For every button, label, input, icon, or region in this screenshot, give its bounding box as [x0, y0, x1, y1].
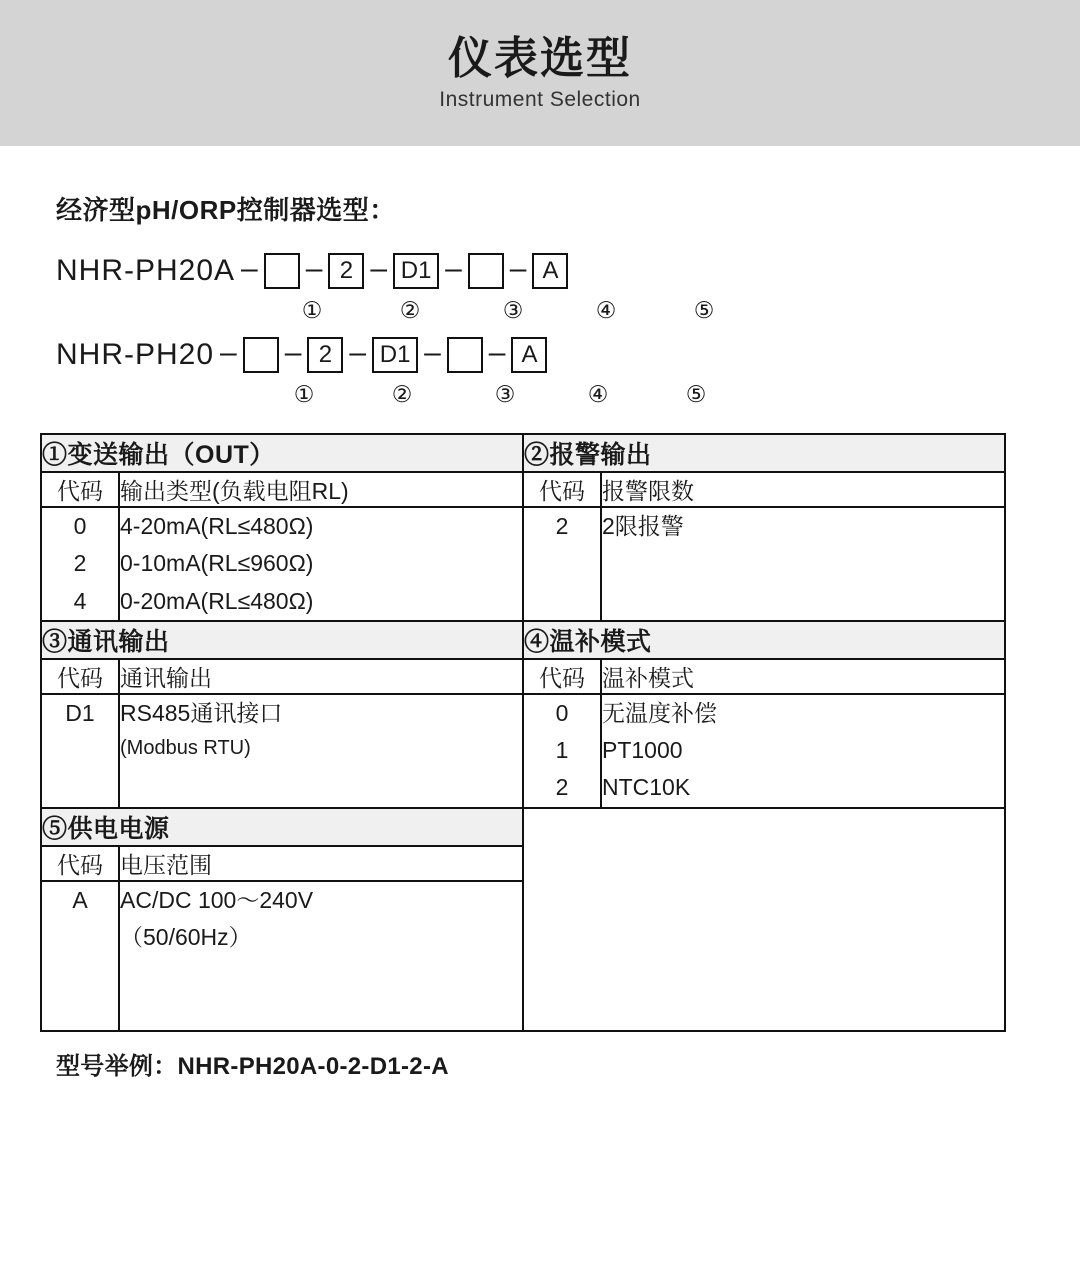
marker-2-5: ⑤: [685, 380, 707, 407]
group-header-2: ②报警输出: [523, 434, 1005, 472]
codes-cell-5: [41, 881, 119, 1031]
model-code-diagram: [56, 249, 1080, 411]
marker-1-1: ①: [301, 296, 323, 323]
col-header-desc-1: 输出类型(负载电阻RL): [119, 472, 523, 507]
codes-cell-3: [41, 694, 119, 808]
table-row: [41, 808, 1005, 846]
code-value: 0: [555, 699, 569, 726]
code-box-2-2[interactable]: 2: [307, 337, 343, 373]
codes-cell-2: [523, 507, 601, 621]
dash: –: [370, 252, 388, 285]
table-row: [41, 507, 1005, 621]
table-row: [41, 659, 1005, 694]
code-value: A: [72, 886, 88, 913]
code-box-1-2[interactable]: 2: [328, 253, 364, 289]
selection-options-table: [40, 433, 1006, 1032]
desc-value: 0-20mA(RL≤480Ω): [120, 587, 314, 614]
codes-cell-1: [41, 507, 119, 621]
section-heading: 经济型pH/ORP控制器选型：: [56, 195, 396, 225]
table-row: [41, 694, 1005, 808]
group-header-5: ⑤供电电源: [41, 808, 523, 846]
code-box-2-5[interactable]: A: [511, 337, 547, 373]
dash: –: [305, 252, 323, 285]
col-header-code-3: 代码: [41, 659, 119, 694]
col-header-desc-4: 温补模式: [601, 659, 1005, 694]
descs-cell-5: [119, 881, 523, 1031]
marker-1-5: ⑤: [693, 296, 715, 323]
marker-1-2: ②: [399, 296, 421, 323]
model-name-1: NHR-PH20A: [56, 254, 236, 287]
group-header-3: ③通讯输出: [41, 621, 523, 659]
code-value: 2: [555, 774, 569, 801]
code-value: D1: [65, 699, 95, 726]
code-box-1-5[interactable]: A: [532, 253, 568, 289]
table-row: [41, 472, 1005, 507]
code-box-1-3[interactable]: D1: [393, 253, 439, 289]
code-box-1-1[interactable]: [264, 253, 300, 289]
descs-cell-1: [119, 507, 523, 621]
desc-value: 4-20mA(RL≤480Ω): [120, 513, 314, 539]
code-value: 0: [73, 513, 87, 539]
table-row: [41, 621, 1005, 659]
col-header-code-1: 代码: [41, 472, 119, 507]
code-box-2-3[interactable]: D1: [372, 337, 418, 373]
descs-cell-4: [601, 694, 1005, 808]
code-value: 2: [555, 513, 569, 539]
dash: –: [424, 336, 441, 369]
dash: –: [241, 252, 258, 285]
model-example-text: 型号举例：NHR-PH20A-0-2-D1-2-A: [56, 1052, 449, 1080]
code-box-2-4[interactable]: [447, 337, 483, 373]
page-banner: [0, 0, 1080, 146]
dash: –: [220, 336, 237, 369]
model-name-2: NHR-PH20: [56, 338, 215, 371]
marker-row-2: [56, 377, 1080, 411]
code-value: 1: [555, 737, 569, 763]
marker-2-3: ③: [494, 380, 516, 407]
descs-cell-2: [601, 507, 1005, 621]
desc-value-secondary: (Modbus RTU): [120, 737, 251, 759]
banner-title: 仪表选型: [448, 33, 632, 83]
codes-cell-4: [523, 694, 601, 808]
col-header-desc-2: 报警限数: [601, 472, 1005, 507]
desc-value: NTC10K: [602, 774, 691, 801]
dash: –: [488, 336, 506, 369]
group-header-4: ④温补模式: [523, 621, 1005, 659]
col-header-desc-3: 通讯输出: [119, 659, 523, 694]
marker-2-2: ②: [391, 380, 413, 407]
desc-value: RS485通讯接口: [120, 699, 283, 726]
dash: –: [509, 252, 527, 285]
dash: –: [349, 336, 367, 369]
dash: –: [445, 252, 462, 285]
code-value: 2: [73, 550, 87, 577]
col-header-code-2: 代码: [523, 472, 601, 507]
desc-value: AC/DC 100～240V: [120, 886, 314, 913]
code-box-1-4[interactable]: [468, 253, 504, 289]
desc-value: 0-10mA(RL≤960Ω): [120, 550, 314, 577]
model-row-2: [56, 333, 1080, 377]
group-header-1: ①变送输出（OUT）: [41, 434, 523, 472]
col-header-desc-5: 电压范围: [119, 846, 523, 881]
dash: –: [284, 336, 302, 369]
marker-2-4: ④: [587, 380, 609, 407]
banner-subtitle: Instrument Selection: [439, 88, 641, 112]
marker-1-4: ④: [595, 296, 617, 323]
desc-value-secondary: （50/60Hz）: [120, 923, 252, 950]
marker-2-1: ①: [293, 380, 315, 407]
code-box-2-1[interactable]: [243, 337, 279, 373]
desc-value: PT1000: [602, 737, 683, 763]
descs-cell-3: [119, 694, 523, 808]
empty-cell: [523, 808, 1005, 1031]
code-value: 4: [73, 587, 87, 614]
col-header-code-4: 代码: [523, 659, 601, 694]
model-row-1: [56, 249, 1080, 293]
marker-row-1: [56, 293, 1080, 327]
desc-value: 无温度补偿: [602, 699, 717, 726]
col-header-code-5: 代码: [41, 846, 119, 881]
desc-value: 2限报警: [602, 513, 684, 539]
table-row: [41, 434, 1005, 472]
marker-1-3: ③: [502, 296, 524, 323]
